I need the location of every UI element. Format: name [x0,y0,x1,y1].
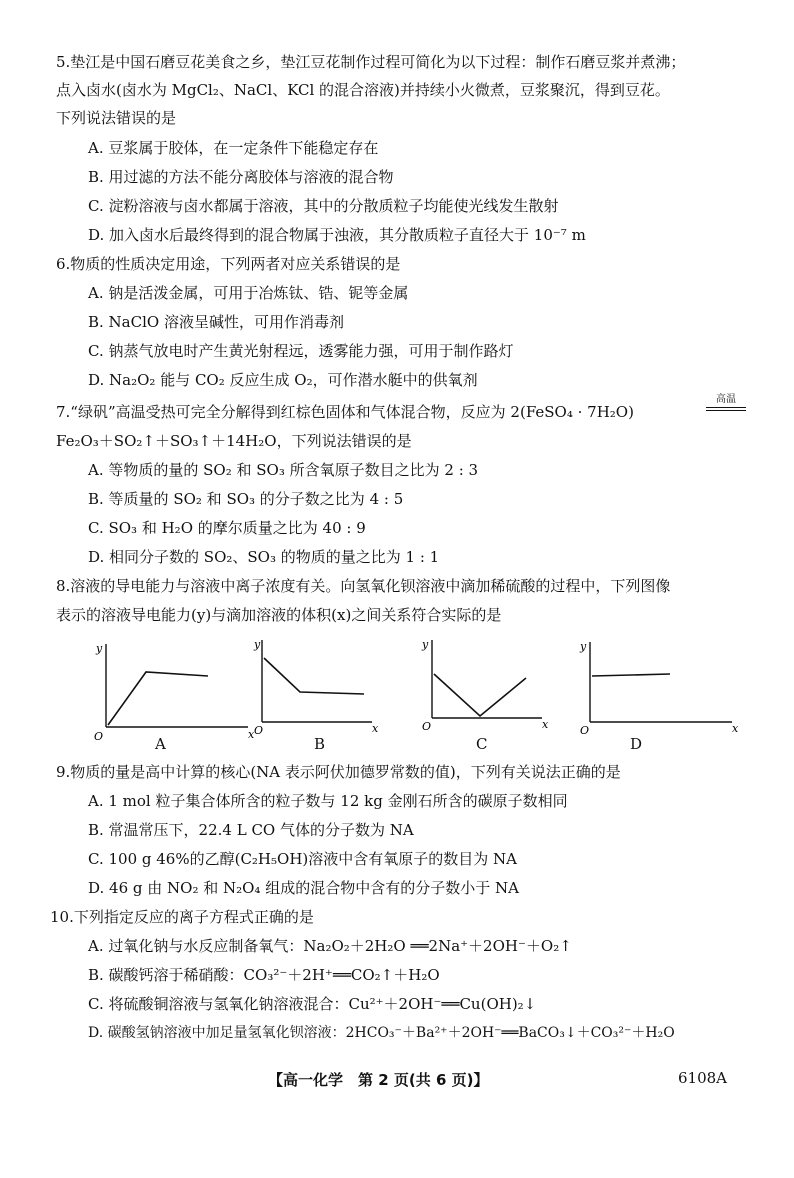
page-footer: 【高一化学 第 2 页(共 6 页)】 [268,1071,489,1089]
q10-stem: 10.下列指定反应的离子方程式正确的是 [50,908,314,926]
q8-stem-line2: 表示的溶液导电能力(y)与滴加溶液的体积(x)之间关系符合实际的是 [56,606,502,624]
graph-b-x-label: x [372,722,379,735]
q10-option-c: C. 将硫酸铜溶液与氢氧化钠溶液混合：Cu²⁺＋2OH⁻══Cu(OH)₂↓ [88,995,537,1013]
graph-d-origin: O [580,724,590,737]
graph-b [244,632,424,754]
q9-stem: 9.物质的量是高中计算的核心(NA 表示阿伏加德罗常数的值)，下列有关说法正确的是 [56,763,621,781]
q7-stem-line2: Fe₂O₃＋SO₂↑＋SO₃↑＋14H₂O，下列说法错误的是 [56,432,412,450]
graph-a [88,632,268,754]
graph-b-origin: O [254,724,264,737]
graph-b-y-label: y [254,638,261,651]
q10-option-a: A. 过氧化钠与水反应制备氧气：Na₂O₂＋2H₂O ══2Na⁺＋2OH⁻＋O₂↑ [88,937,572,955]
q10-option-d: D. 碳酸氢钠溶液中加足量氢氧化钡溶液：2HCO₃⁻＋Ba²⁺＋2OH⁻══BaCO₃↓＋CO₃²⁻＋H₂O [88,1025,675,1041]
q5-stem-line3: 下列说法错误的是 [56,109,177,127]
q7-option-a: A. 等物质的量的 SO₂ 和 SO₃ 所含氧原子数目之比为 2 : 3 [88,461,479,479]
q7-option-d: D. 相同分子数的 SO₂、SO₃ 的物质的量之比为 1 : 1 [88,548,440,566]
q5-option-c: C. 淀粉溶液与卤水都属于溶液，其中的分散质粒子均能使光线发生散射 [88,197,559,215]
graph-d [572,632,752,754]
graph-d-y-label: y [580,640,587,653]
graph-c-label: C [476,735,488,753]
graph-c-x-label: x [542,718,549,731]
q9-option-c: C. 100 g 46%的乙醇(C₂H₅OH)溶液中含有氧原子的数目为 NA [88,850,517,868]
q5-stem-line1: 5.垫江是中国石磨豆花美食之乡，垫江豆花制作过程可简化为以下过程：制作石磨豆浆并煮沸； [56,53,686,71]
graph-b-label: B [314,735,326,753]
q9-option-d: D. 46 g 由 NO₂ 和 N₂O₄ 组成的混合物中含有的分子数小于 NA [88,879,519,897]
graph-c [414,632,594,754]
q10-option-b: B. 碳酸钙溶于稀硝酸：CO₃²⁻＋2H⁺══CO₂↑＋H₂O [88,966,440,984]
graph-a-origin: O [94,730,104,743]
q5-stem-line2: 点入卤水(卤水为 MgCl₂、NaCl、KCl 的混合溶液)并持续小火微煮，豆浆聚沉，得到豆花。 [56,81,670,99]
q5-option-b: B. 用过滤的方法不能分离胶体与溶液的混合物 [88,168,394,186]
q7-option-c: C. SO₃ 和 H₂O 的摩尔质量之比为 40 : 9 [88,519,366,537]
q6-option-a: A. 钠是活泼金属，可用于冶炼钛、锆、铌等金属 [88,284,409,302]
q6-stem: 6.物质的性质决定用途，下列两者对应关系错误的是 [56,255,401,273]
exam-code: 6108A [678,1069,728,1087]
q5-option-d: D. 加入卤水后最终得到的混合物属于浊液，其分散质粒子直径大于 10⁻⁷ m [88,226,586,244]
graph-a-x-label: x [248,728,255,741]
graph-c-y-label: y [422,638,429,651]
q6-option-d: D. Na₂O₂ 能与 CO₂ 反应生成 O₂，可作潜水艇中的供氧剂 [88,371,478,389]
q7-stem-line1: 7.“绿矾”高温受热可完全分解得到红棕色固体和气体混合物，反应为 2(FeSO₄ · 7H₂O) [56,403,634,421]
q9-option-a: A. 1 mol 粒子集合体所含的粒子数与 12 kg 金刚石所含的碳原子数相同 [88,792,568,810]
q7-condition: 高温 [716,394,736,405]
graph-a-y-label: y [96,642,103,655]
q5-option-a: A. 豆浆属于胶体，在一定条件下能稳定存在 [88,139,379,157]
q7-reaction-arrow [706,394,746,411]
q6-option-b: B. NaClO 溶液呈碱性，可用作消毒剂 [88,313,344,331]
graph-c-origin: O [422,720,432,733]
graph-d-label: D [630,735,643,753]
q6-option-c: C. 钠蒸气放电时产生黄光射程远，透雾能力强，可用于制作路灯 [88,342,514,360]
q9-option-b: B. 常温常压下，22.4 L CO 气体的分子数为 NA [88,821,414,839]
graph-a-label: A [155,735,166,753]
graph-d-x-label: x [732,722,739,735]
q8-stem-line1: 8.溶液的导电能力与溶液中离子浓度有关。向氢氧化钡溶液中滴加稀硫酸的过程中，下列图像 [56,577,671,595]
q7-option-b: B. 等质量的 SO₂ 和 SO₃ 的分子数之比为 4 : 5 [88,490,404,508]
